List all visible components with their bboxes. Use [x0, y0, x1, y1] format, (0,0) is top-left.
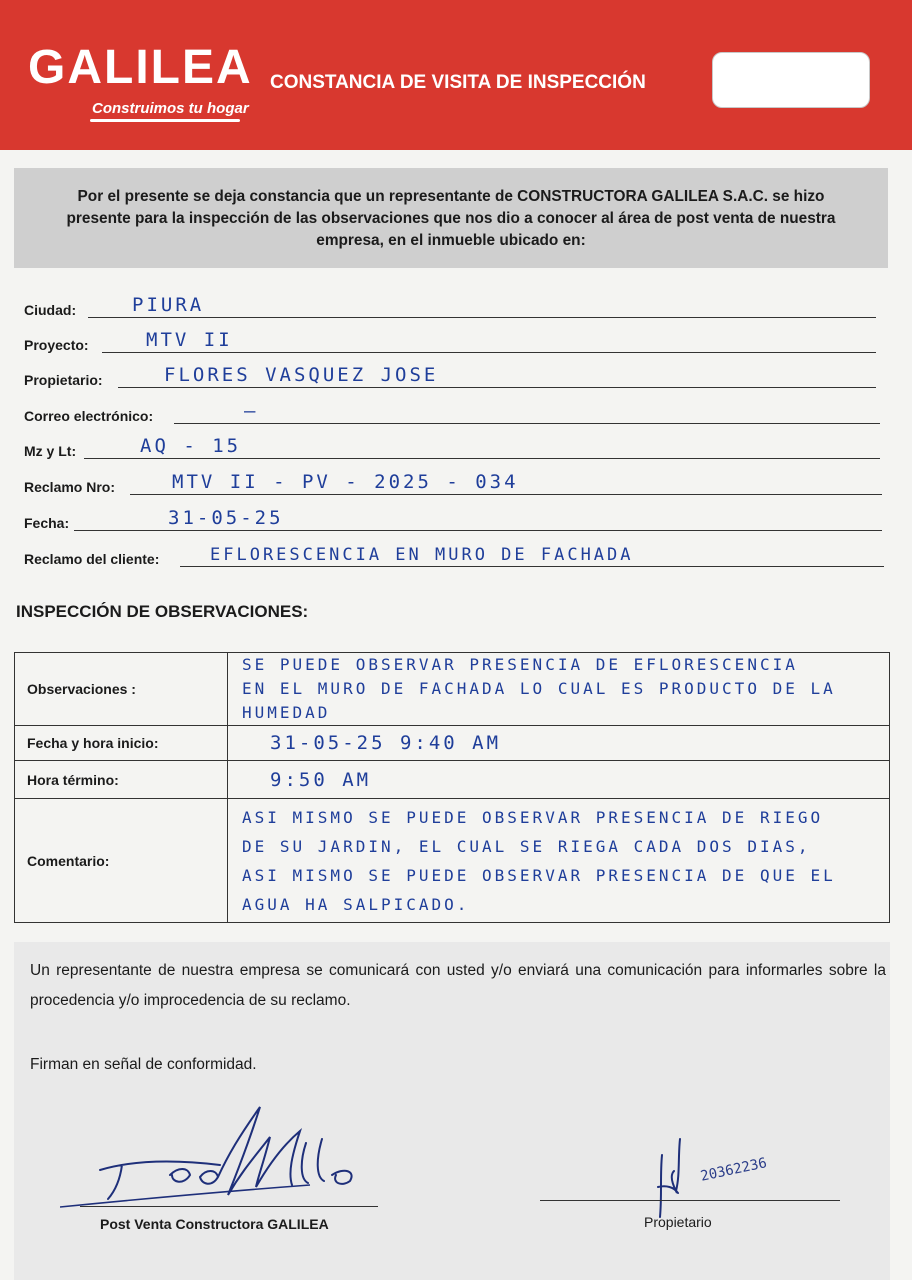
logo-slogan: Construimos tu hogar	[92, 100, 249, 117]
termino-value	[228, 761, 890, 799]
field-underline	[130, 494, 882, 495]
observaciones-line: SE PUEDE OBSERVAR PRESENCIA DE EFLORESCENCIA	[242, 655, 798, 674]
field-underline	[84, 458, 880, 459]
termino-text: 9:50 AM	[270, 768, 372, 791]
field-reclamo-cliente	[24, 545, 884, 569]
field-underline	[180, 566, 884, 567]
inicio-value	[228, 726, 890, 761]
field-value: FLORES VASQUEZ JOSE	[164, 364, 439, 386]
field-value: AQ - 15	[140, 435, 242, 457]
comentario-line: AGUA HA SALPICADO.	[242, 894, 470, 914]
logo-underline	[90, 119, 240, 122]
field-reclamo-nro	[24, 473, 882, 497]
inicio-text: 31-05-25 9:40 AM	[270, 732, 502, 754]
notice-text: Un representante de nuestra empresa se comunicará con usted y/o enviará una comunicación para informarles sobre la procedencia y/o improcedencia de su reclamo.	[30, 962, 886, 1009]
field-proyecto	[24, 331, 876, 355]
field-value: MTV II	[146, 329, 233, 351]
field-label: Propietario:	[24, 372, 103, 388]
owner-id-note: 20362236	[699, 1155, 769, 1185]
inspection-title: INSPECCIÓN DE OBSERVACIONES:	[16, 602, 309, 621]
document-title: CONSTANCIA DE VISITA DE INSPECCIÓN	[270, 72, 646, 93]
header-banner	[0, 0, 912, 150]
observaciones-line: EN EL MURO DE FACHADA LO CUAL ES PRODUCTO DE LA	[242, 679, 836, 698]
field-underline	[118, 387, 876, 388]
signature-line-left	[80, 1206, 378, 1207]
comentario-line: ASI MISMO SE PUEDE OBSERVAR PRESENCIA DE QUE EL	[242, 865, 836, 885]
field-value: EFLORESCENCIA EN MURO DE FACHADA	[210, 545, 634, 565]
field-value: 31-05-25	[168, 507, 284, 529]
field-ciudad	[24, 296, 876, 320]
signature-label-left: Post Venta Constructora GALILEA	[100, 1216, 329, 1232]
field-underline	[174, 423, 880, 424]
termino-label: Hora término:	[15, 761, 228, 799]
field-label: Fecha:	[24, 515, 70, 531]
table-row	[15, 761, 890, 799]
field-underline	[102, 352, 876, 353]
field-label: Correo electrónico:	[24, 408, 154, 424]
field-underline	[88, 317, 876, 318]
post-venta-signature	[60, 1095, 380, 1215]
field-propietario	[24, 366, 876, 390]
company-logo: GALILEA	[28, 41, 253, 94]
field-value: MTV II - PV - 2025 - 034	[172, 471, 519, 493]
observaciones-label: Observaciones :	[15, 653, 228, 726]
field-mz-lt	[24, 437, 880, 461]
field-label: Reclamo Nro:	[24, 479, 116, 495]
signature-label-right: Propietario	[644, 1214, 712, 1230]
inicio-label: Fecha y hora inicio:	[15, 726, 228, 761]
field-underline	[74, 530, 882, 531]
inspection-table	[14, 652, 890, 923]
document-number-box	[712, 52, 870, 108]
comentario-label: Comentario:	[15, 799, 228, 923]
field-label: Reclamo del cliente:	[24, 551, 160, 567]
field-value: —	[244, 400, 259, 422]
comentario-line: DE SU JARDIN, EL CUAL SE RIEGA CADA DOS DIAS,	[242, 836, 811, 856]
intro-statement: Por el presente se deja constancia que un representante de CONSTRUCTORA GALILEA S.A.C. se hizo presente para la inspección de las observaciones que nos dio a conocer al área de post venta de nuestra empresa, en el inmueble ubicado en:	[14, 168, 888, 268]
field-label: Ciudad:	[24, 302, 77, 318]
table-row	[15, 799, 890, 923]
field-label: Mz y Lt:	[24, 443, 77, 459]
field-value: PIURA	[132, 294, 205, 316]
table-row	[15, 653, 890, 726]
field-label: Proyecto:	[24, 337, 89, 353]
table-row	[15, 726, 890, 761]
signature-line-right	[540, 1200, 840, 1201]
conformity-text: Firman en señal de conformidad.	[30, 1056, 257, 1073]
observaciones-value	[228, 653, 890, 726]
comentario-value	[228, 799, 890, 923]
field-fecha	[24, 509, 882, 533]
field-correo	[24, 402, 880, 426]
comentario-line: ASI MISMO SE PUEDE OBSERVAR PRESENCIA DE RIEGO	[242, 807, 824, 827]
observaciones-line: HUMEDAD	[242, 703, 331, 722]
